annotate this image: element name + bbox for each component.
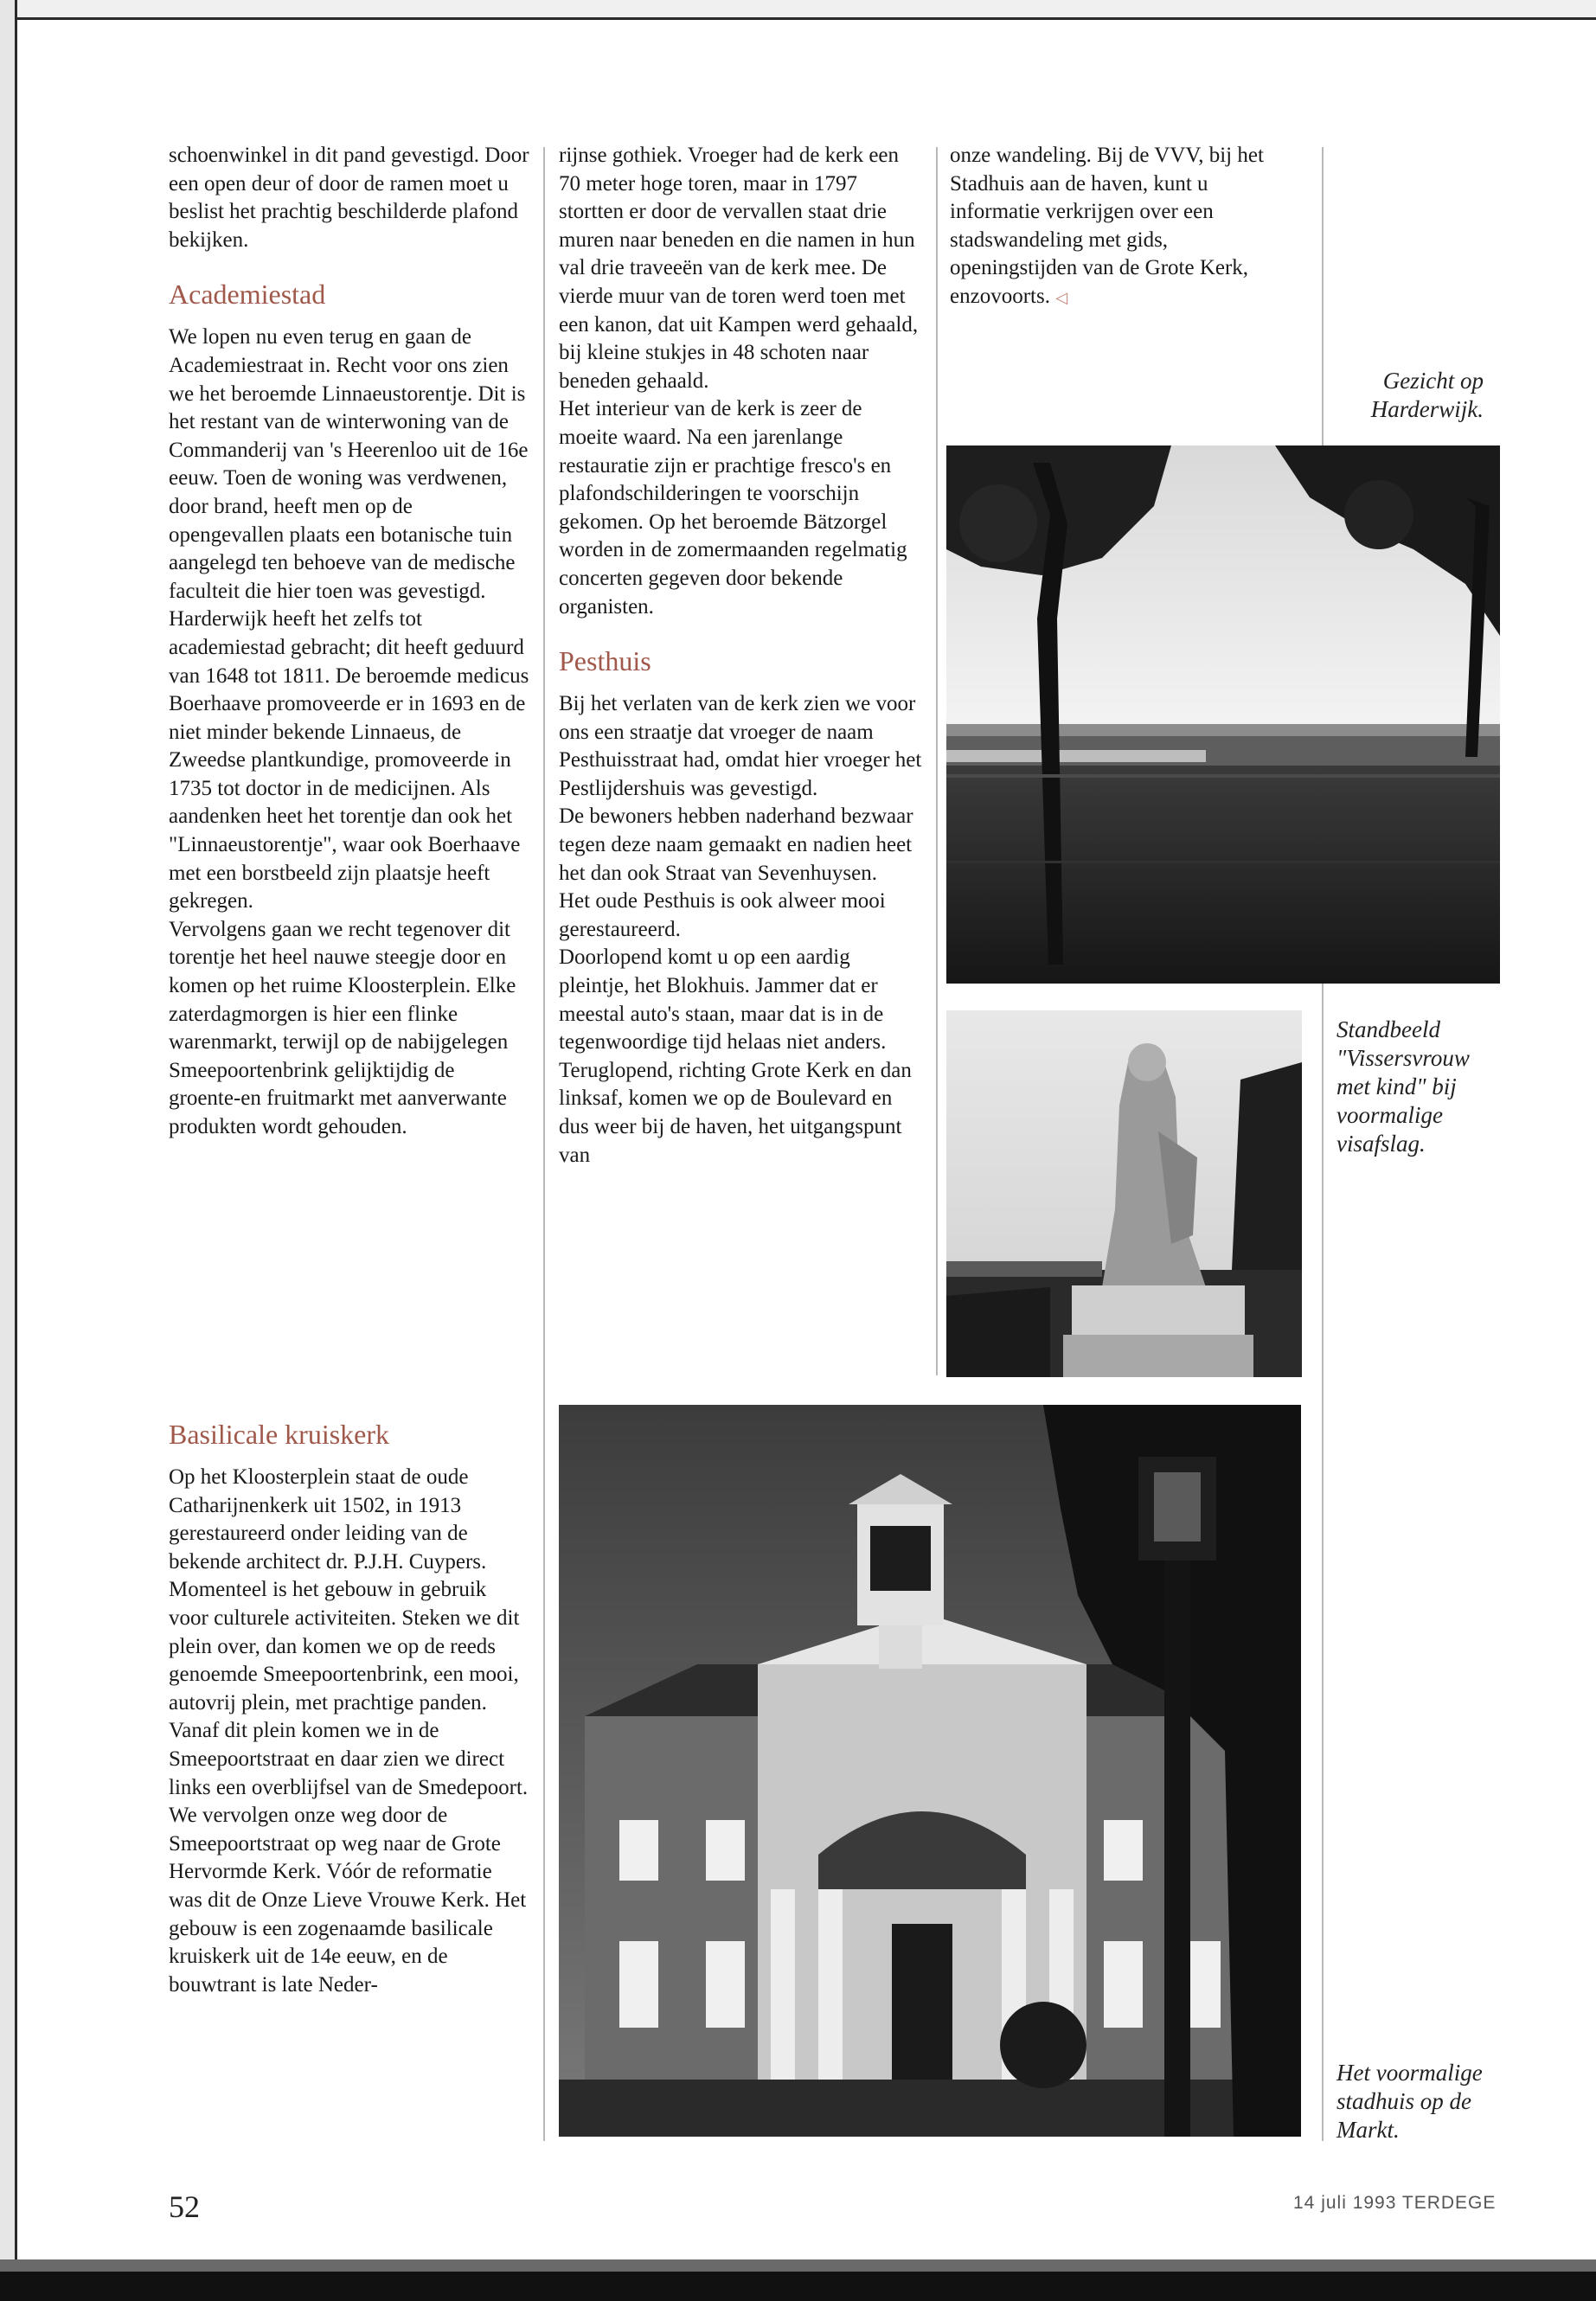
column-1-paragraph: We lopen nu even terug en gaan de Academiestraat in. Recht voor ons zien we het beroemde Linnaeustorentje. Dit is het restant van de winterwoning van de Commanderij van 's Heerenloo uit de 16e eeuw. Toen de woning was verdwenen, door brand, heeft men op de opengevallen plaats een botanische tuin aangelegd ten behoeve van de medische faculteit die hier toen was gevestigd. Harderwijk heeft het zelfs tot academiestad gebracht; dit heeft geduurd van 1648 tot 1811. De beroemde medicus Boerhaave promoveerde er in 1693 en de niet minder bekende Linnaeus, de Zweedse plantkundige, promoveerde in 1735 tot doctor in de medicijnen. Als aandenken heet het torentje dan ook het "Linnaeustorentje", waar ook Boerhaave met een borstbeeld zijn plaatsje heeft gekregen. (169, 325, 529, 913)
issue-footer: 14 juli 1993 TERDEGE (1293, 2193, 1497, 2213)
column-1-paragraph: Op het Kloosterplein staat de oude Catharijnenkerk uit 1502, in 1913 gerestaureerd onder leiding van de bekende architect dr. P.J.H. Cuypers. Momenteel is het gebouw in gebruik voor culturele activiteiten. Steken we dit plein over, dan komen we op de reeds genoemde Smeepoortenbrink, een mooi, autovrij plein, met prachtige panden. (169, 1465, 520, 1715)
caption-townhall: Het voormalige stadhuis op de Markt. (1336, 2060, 1483, 2143)
photo-former-townhall (559, 1405, 1301, 2137)
heading-pesthuis: Pesthuis (559, 645, 651, 677)
column-2-paragraph: rijnse gothiek. Vroeger had de kerk een 70 meter hoge toren, maar in 1797 stortten er door de vervallen staat drie muren naar beneden en die namen in hun val drie traveeën van de kerk mee. De vierde muur van de toren werd toen met een kanon, dat uit Kampen werd gehaald, bij kleine stukjes in 48 schoten naar beneden gehaald. (559, 144, 919, 393)
scan-edge-top (0, 0, 1596, 19)
column-1-paragraph: Vanaf dit plein komen we in de Smeepoortstraat en daar zien we direct links een overblijfsel van de Smedepoort. We vervolgen onze weg door de Smeepoortstraat op weg naar de Grote Hervormde Kerk. Vóór de reformatie was dit de Onze Lieve Vrouwe Kerk. Het gebouw is een zogenaamde basilicale kruiskerk uit de 14e eeuw, en de bouwtrant is late Neder- (169, 1719, 529, 1997)
page-number: 52 (169, 2189, 200, 2224)
caption-statue: Standbeeld "Vissersvrouw met kind" bij voormalige visafslag. (1336, 1016, 1470, 1157)
column-2-paragraph: Het interieur van de kerk is zeer de moeite waard. Na een jarenlange restauratie zijn er prachtige fresco's en plafondschilderingen te voorschijn gekomen. Op het beroemde Bätzorgel worden in de zomermaanden regelmatig concerten gegeven door bekende organisten. (559, 397, 907, 619)
scan-edge-bottom (0, 2259, 1596, 2301)
heading-academiestad: Academiestad (169, 279, 326, 311)
heading-basilicale-kruiskerk: Basilicale kruiskerk (169, 1419, 390, 1450)
scan-edge-left (0, 0, 17, 2301)
column-1 (169, 142, 530, 1142)
column-3-text: onze wandeling. Bij de VVV, bij het Stadhuis aan de haven, kunt u informatie verkrijgen over een stadswandeling met gids, openingstijden van de Grote Kerk, enzovoorts. (950, 144, 1264, 308)
column-2-paragraph: Het oude Pesthuis is ook alweer mooi gerestaureerd. (559, 889, 886, 941)
column-3 (950, 142, 1289, 312)
column-divider (543, 147, 545, 2141)
photo-statue (946, 1010, 1302, 1377)
end-mark-icon: ◁ (1055, 288, 1068, 306)
column-1-paragraph: Vervolgens gaan we recht tegenover dit torentje het heel nauwe steegje door en komen op het ruime Kloosterplein. Elke zaterdagmorgen is hier een flinke warenmarkt, terwijl op de nabijgelegen Smeepoortenbrink gelijktijdig de groente-en fruitmarkt met aanverwante produkten wordt gehouden. (169, 917, 516, 1138)
column-divider (936, 147, 938, 1375)
column-2-paragraph: Doorlopend komt u op een aardig pleintje, het Blokhuis. Jammer dat er meestal auto's staan, maar dat is in de tegenwoordige tijd helaas niet anders. (559, 945, 887, 1054)
column-3-paragraph (950, 142, 1289, 312)
column-2 (559, 142, 924, 1170)
caption-harderwijk: Gezicht op Harderwijk. (1370, 368, 1484, 422)
column-1-intro: schoenwinkel in dit pand gevestigd. Door een open deur of door de ramen moet u beslist het prachtig beschilderde plafond bekijken. (169, 144, 529, 252)
column-2-paragraph: Teruglopend, richting Grote Kerk en dan linksaf, komen we op de Boulevard en dus weer bij de haven, het uitgangspunt van (559, 1058, 912, 1167)
column-2-paragraph: Bij het verlaten van de kerk zien we voor ons een straatje dat vroeger de naam Pesthuisstraat had, omdat hier vroeger het Pestlijdershuis was gevestigd. (559, 692, 922, 800)
photo-harderwijk-view (946, 445, 1500, 984)
column-2-paragraph: De bewoners hebben naderhand bezwaar tegen deze naam gemaakt en nadien heet het dan ook Straat van Sevenhuysen. (559, 804, 913, 885)
column-1-lower (169, 1417, 530, 1999)
